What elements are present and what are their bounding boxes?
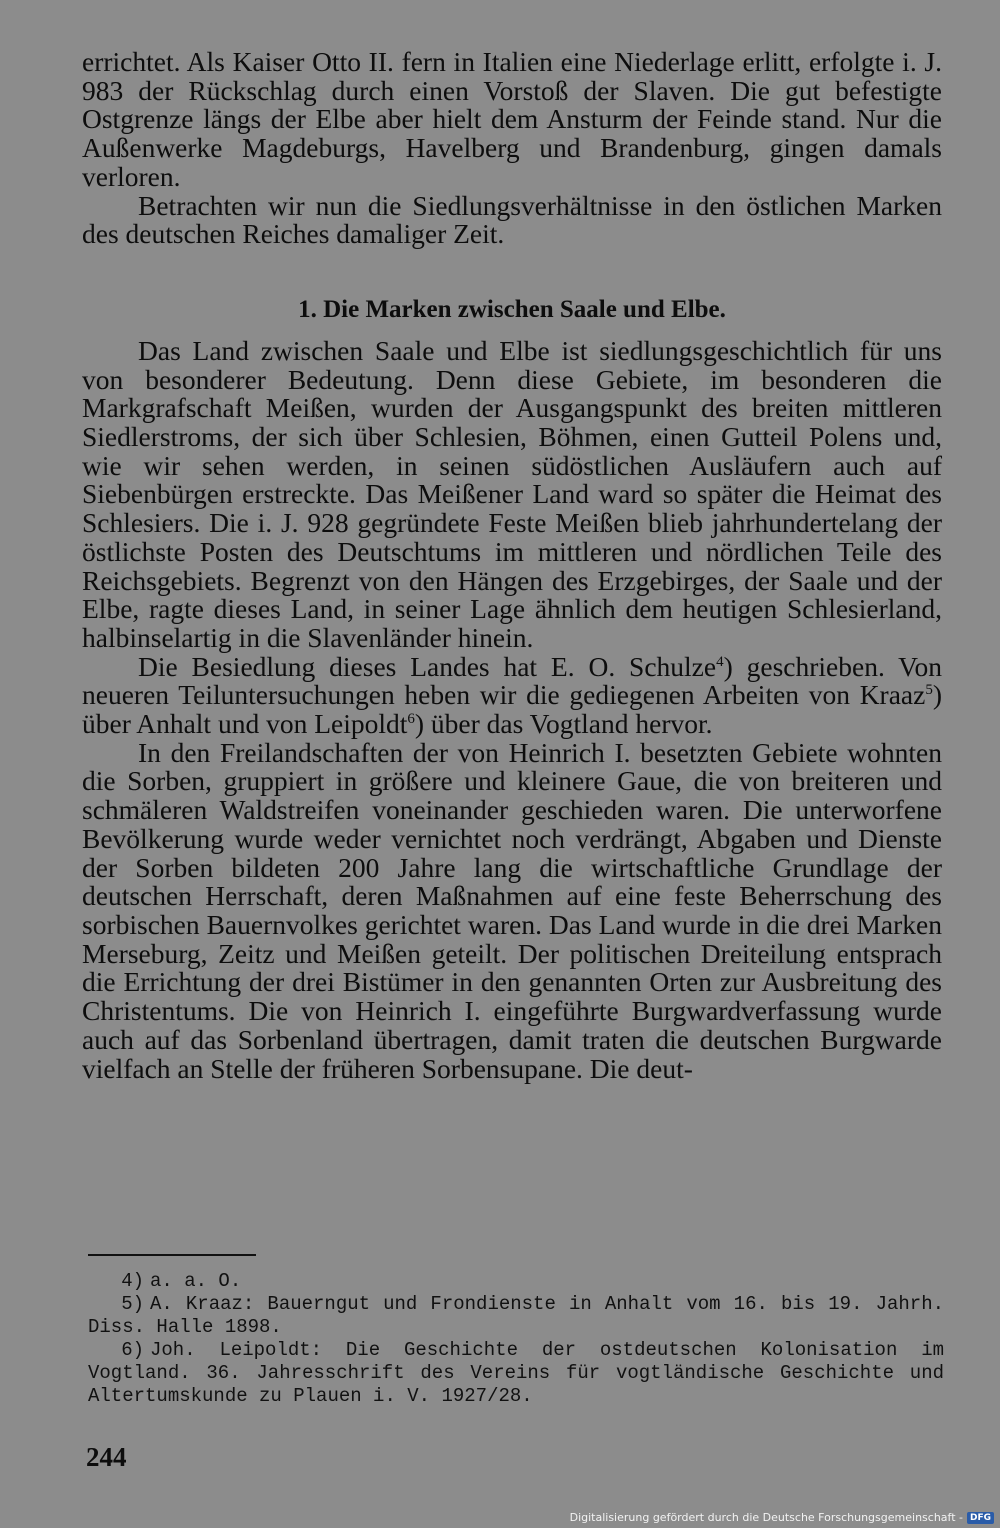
footnote-text: a. a. O. — [150, 1270, 242, 1292]
footnote-ref-4[interactable]: 4 — [716, 653, 724, 670]
paragraph-betrachten: Betrachten wir nun die Siedlungsverhältnisse in den östlichen Marken des deutschen Reiches damaliger Zeit. — [82, 189, 942, 250]
footnotes — [88, 1270, 944, 1408]
p2-text-c: ) über Anhalt und von Leipoldt — [82, 679, 942, 740]
footnote-5 — [88, 1293, 944, 1339]
dfg-logo-icon: DFG — [967, 1512, 994, 1524]
digitization-credit — [570, 1511, 994, 1524]
footnote-6 — [88, 1339, 944, 1408]
footnote-text: Joh. Leipoldt: Die Geschichte der ostdeutschen Kolonisation im Vogtland. 36. Jahresschrift des Vereins für vogtländische Geschichte und Altertumskunde zu Plauen i. V. 1927/28. — [88, 1339, 944, 1407]
p2-text-d: ) über das Vogtland hervor. — [414, 708, 713, 740]
credit-text: Digitalisierung gefördert durch die Deutsche Forschungsgemeinschaft - — [569, 1511, 963, 1524]
footnote-ref-5[interactable]: 5 — [925, 682, 933, 699]
footnote-mark: 5) — [121, 1293, 144, 1315]
paragraph-continued: errichtet. Als Kaiser Otto II. fern in Italien eine Niederlage erlitt, erfolgte i. J. 983 der Rückschlag durch einen Vorstoß der Slaven. Die gut befestigte Ostgrenze längs der Elbe aber hielt dem Ansturm der Feinde stand. Nur die Außenwerke Magdeburgs, Havelberg und Brandenburg, gingen damals verloren. — [82, 46, 942, 192]
page-number: 244 — [86, 1442, 127, 1472]
paragraph-freilandschaften: In den Freilandschaften der von Heinrich I. besetzten Gebiete wohnten die Sorben, gruppiert in größere und kleinere Gaue, die von breiteren und schmäleren Waldstreifen voneinander geschieden waren. Die unterworfene Bevölkerung wurde weder vernichtet noch verdrängt, Abgaben und Dienste der Sorben bildeten 200 Jahre lang die wirtschaftliche Grundlage der deutschen Herrschaft, deren Maßnahmen auf eine feste Beherrschung des sorbischen Bauernvolkes gerichtet waren. Das Land wurde in die drei Marken Merseburg, Zeitz und Meißen geteilt. Der politischen Dreiteilung entsprach die Errichtung der drei Bistümer in den genannten Orten zur Ausbreitung des Christentums. Die von Heinrich I. eingeführte Burgwardverfassung wurde auch auf das Sorbenland übertragen, damit traten die deutschen Burgwarde vielfach an Stelle der früheren Sorbensupane. Die deut- — [82, 736, 942, 1084]
footnote-mark: 4) — [121, 1270, 144, 1292]
footnote-mark: 6) — [121, 1339, 144, 1361]
p2-text-b: ) geschrieben. Von neueren Teiluntersuchungen heben wir die gediegenen Arbeiten von Kraaz — [82, 650, 942, 711]
p2-text-a: Die Besiedlung dieses Landes hat E. O. Schulze — [138, 650, 717, 682]
page-body — [82, 48, 942, 1083]
footnote-4 — [88, 1270, 944, 1293]
footnote-ref-6[interactable]: 6 — [407, 711, 415, 728]
footnote-text: A. Kraaz: Bauerngut und Frondienste in Anhalt vom 16. bis 19. Jahrh. Diss. Halle 1898. — [88, 1293, 944, 1338]
footnote-divider — [88, 1254, 256, 1256]
paragraph-besiedlung — [82, 650, 942, 740]
paragraph-land: Das Land zwischen Saale und Elbe ist siedlungsgeschichtlich für uns von besonderer Bedeutung. Denn diese Gebiete, im besonderen die Markgrafschaft Meißen, wurden der Ausgangspunkt des breiten mittleren Siedlerstroms, der sich über Schlesien, Böhmen, einen Gutteil Polens und, wie wir sehen werden, in seinen südöstlichen Ausläufern auch auf Siebenbürgen erstreckte. Das Meißener Land ward so später die Heimat des Schlesiers. Die i. J. 928 gegründete Feste Meißen blieb jahrhundertelang der östlichste Posten des Deutschtums im mittleren und nördlichen Teile des Reichsgebiets. Begrenzt von den Hängen des Erzgebirges, der Saale und der Elbe, ragte dieses Land, in seiner Lage ähnlich dem heutigen Schlesierland, halbinselartig in die Slavenländer hinein. — [82, 334, 942, 653]
section-heading: 1. Die Marken zwischen Saale und Elbe. — [298, 295, 726, 323]
